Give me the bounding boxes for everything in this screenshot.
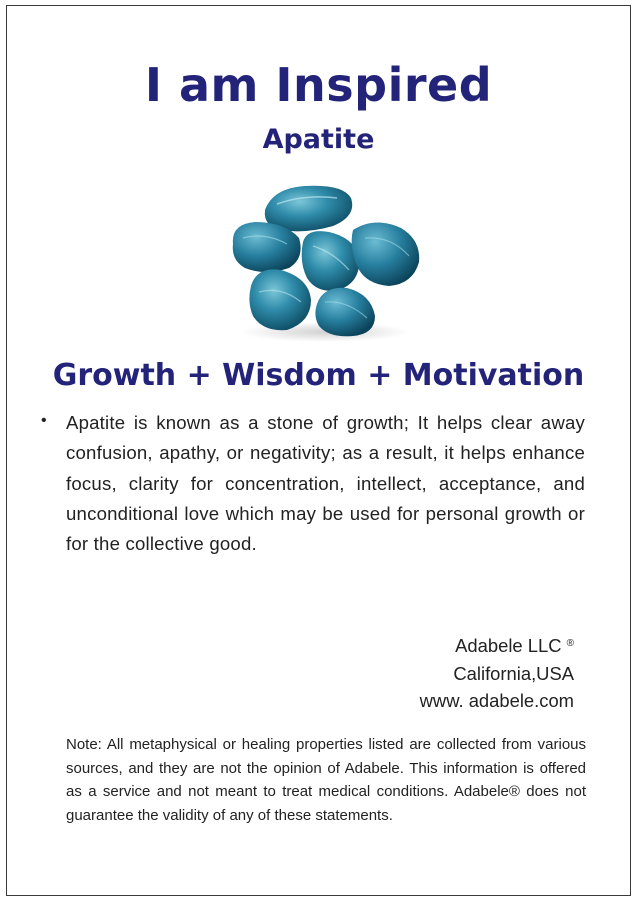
company-website: www. adabele.com: [419, 690, 574, 711]
description-text: Apatite is known as a stone of growth; It helps clear away confusion, apathy, or negativity; as a result, it helps enhance focus, clarity for concentration, intellect, acceptance, and unconditional love which may be used for personal growth or for the collective good.: [66, 412, 585, 555]
company-name-line: [420, 630, 574, 660]
stone-top: [265, 186, 352, 232]
apatite-stones-illustration: [225, 182, 425, 342]
disclaimer-note: Note: All metaphysical or healing properties listed are collected from various sources, and they are not the opinion of Adabele. This information is offered as a service and not meant to treat medical conditions. Adabele® does not guarantee the validity of any of these statements.: [66, 736, 586, 824]
card-title: I am Inspired: [144, 58, 493, 112]
stone-right: [352, 222, 420, 286]
bullet-icon: •: [41, 412, 47, 429]
stone-center: [302, 231, 360, 291]
company-location: California,USA: [453, 662, 574, 684]
tagline: Growth + Wisdom + Motivation: [52, 358, 585, 393]
stone-name: Apatite: [262, 124, 375, 155]
description-list: [41, 408, 585, 559]
company-info: [420, 630, 574, 715]
stone-bottom-center: [315, 288, 375, 336]
registered-mark: ®: [566, 638, 574, 649]
info-card: [6, 5, 631, 896]
stone-bottom-left: [249, 269, 311, 330]
company-name: Adabele LLC: [455, 635, 562, 656]
